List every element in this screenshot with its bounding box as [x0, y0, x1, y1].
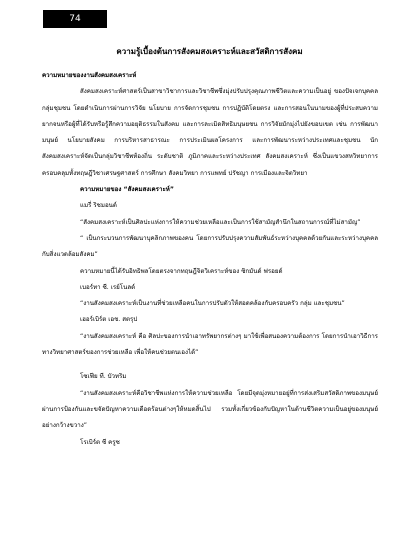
definition-quote: “งานสังคมสงเคราะห์คือวิชาชีพแห่งการให้ความช่วยเหลือ โดยมีจุดมุ่งหมายอยู่ที่การส่งเสริมสวัสดิภาพของมนุษย์ ผ่านการป้องกันและขจัดปัญหาความเดือดร้อนต่างๆให้หมดสิ้นไป รวมทั้งเกี่ยวข้องกับปัญหาในด้านชีวิตความเป็นอยู่ของมนุษย์อย่างกว้างขวาง” [42, 389, 378, 430]
author-name: แมรี่ ริชมอนด์ [80, 202, 117, 210]
page-number: 74 [43, 10, 107, 28]
definition-quote: “งานสังคมสงเคราะห์เป็นงานที่ช่วยเหลือคนในการปรับตัวให้สอดคล้องกับครอบครัว กลุ่ม และชุมชน” [80, 300, 345, 308]
author-name: โซเฟีย ที. บัวทริม [80, 373, 127, 381]
definition-note: ความหมายนี้ได้รับอิทธิพลโดยตรงจากทฤษฎีจิตวิเคราะห์ของ ซิกมันด์ ฟรอยด์ [80, 267, 283, 275]
section-heading-definitions: ความหมายของ “สังคมสงเคราะห์” [80, 186, 174, 194]
definition-quote: “สังคมสงเคราะห์เป็นศิลปะแห่งการให้ความช่วยเหลือและเป็นการใช้สามัญสำนึกในสถานการณ์ที่ไม่สามัญ” [80, 218, 361, 226]
section-heading-meaning: ความหมายของงานสังคมสงเคราะห์ [42, 72, 137, 79]
author-name: เฮอร์เบิร์ต เอช. สตรุป [80, 316, 138, 324]
author-name: เบอร์ทา ซี. เรย์โนลด์ [80, 283, 136, 291]
definition-quote: “ เป็นกระบวนการพัฒนาบุคลิกภาพของคน โดยการปรับปรุงความสัมพันธ์ระหว่างบุคคลด้วยกันและระหว่างบุคคลกับสิ่งแวดล้อมสังคม” [42, 234, 378, 259]
document-body [42, 68, 378, 451]
intro-paragraph: สังคมสงเคราะห์ศาสตร์เป็นสาขาวิชาการและวิชาชีพซึ่งมุ่งปรับปรุงคุณภาพชีวิตและความเป็นอยู่ ของปัจเจกบุคคล กลุ่มชุมชน โดยดำเนินการผ่านการวิจัย นโยบาย การจัดการชุมชน การปฏิบัติโดยตรง และการสอนในนามของผู้ที่ประสบความยากจนหรือผู้ที่ได้รับหรือรู้สึกความอยุติธรรมในสังคม และการละเมิดสิทธิมนุษยชน การวิจัยมักมุ่งไปยังขอบเขต เช่น การพัฒนามนุษย์ นโยบายสังคม การบริหารสาธารณะ การประเมินผลโครงการ และการพัฒนาระหว่างประเทศและชุมชน นักสังคมสงเคราะห์จัดเป็นกลุ่มวิชาชีพท้องถิ่น ระดับชาติ ภูมิภาคและระหว่างประเทศ สังคมสงเคราะห์ ซึ่งเป็นแขวงสหวิทยาการ ครอบคลุมทั้งทฤษฎีวิชาเศรษฐศาสตร์ การศึกษา สังคมวิทยา การแพทย์ ปรัชญา การเมืองและจิตวิทยา [42, 88, 378, 177]
author-name: โรเบิร์ต ซี ครูซ [80, 438, 120, 446]
definition-quote: “งานสังคมสงเคราะห์ คือ ศิลปะของการนำเอาทรัพยากรต่างๆ มาใช้เพื่อสนองความต้องการ โดยการนำเอาวิธีการทางวิทยาศาสตร์ของการช่วยเหลือ เพื่อให้คนช่วยตนเองได้” [42, 332, 378, 357]
page-title: ความรู้เบื้องต้นการสังคมสงเคราะห์และสวัสดิการสังคม [116, 47, 303, 56]
